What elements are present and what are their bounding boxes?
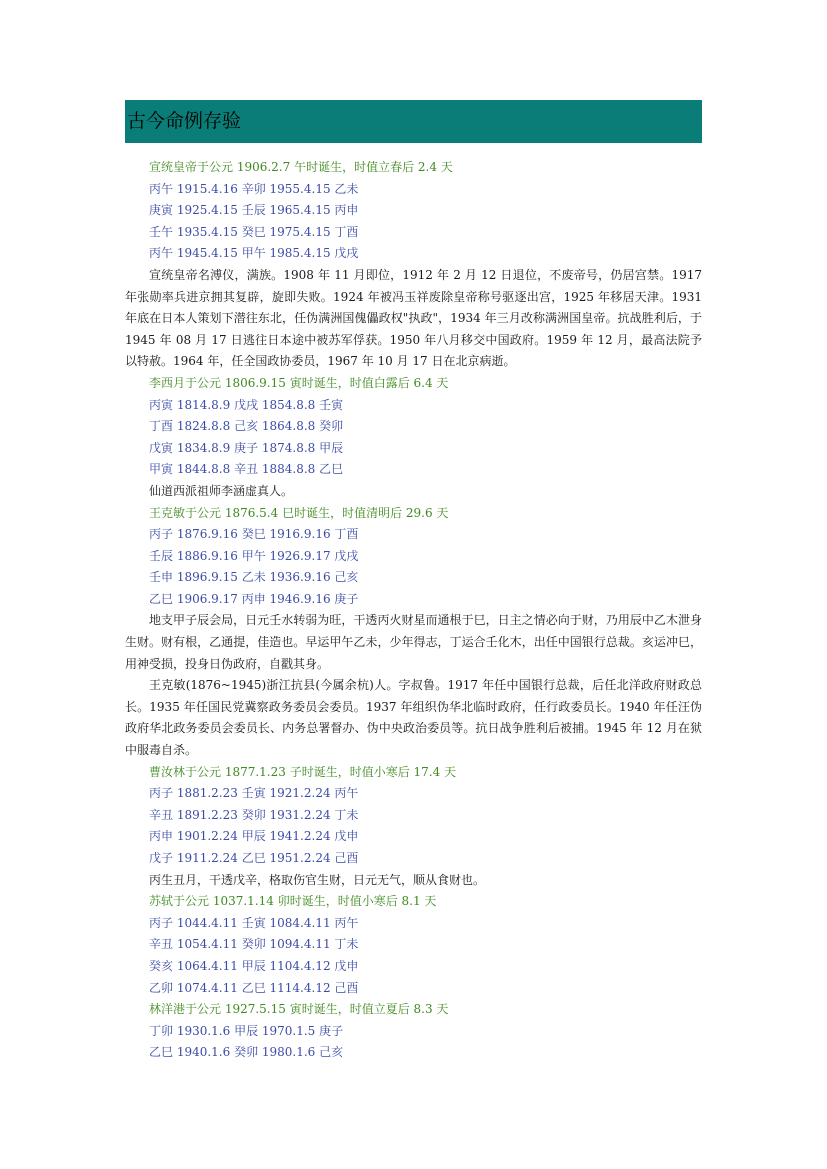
luck-line: 丁酉 1824.8.8 己亥 1864.8.8 癸卯 — [149, 419, 344, 434]
luck-line: 丙午 1915.4.16 辛卯 1955.4.15 乙未 — [149, 181, 359, 196]
birth-line: 苏轼于公元 1037.1.14 卯时诞生，时值小寒后 8.1 天 — [149, 894, 437, 909]
page-header — [125, 100, 702, 143]
luck-line: 丙申 1901.2.24 甲辰 1941.2.24 戊申 — [149, 829, 359, 844]
luck-line: 辛丑 1054.4.11 癸卯 1094.4.11 丁未 — [149, 937, 359, 952]
document-body — [125, 157, 702, 1064]
luck-line: 戊子 1911.2.24 乙巳 1951.2.24 己酉 — [149, 851, 359, 865]
luck-line: 丙子 1044.4.11 壬寅 1084.4.11 丙午 — [149, 915, 359, 930]
birth-line: 曹汝林于公元 1877.1.23 子时诞生，时值小寒后 17.4 天 — [149, 764, 457, 779]
luck-line: 壬午 1935.4.15 癸巳 1975.4.15 丁酉 — [149, 224, 359, 239]
luck-line: 癸亥 1064.4.11 甲辰 1104.4.12 戊申 — [149, 958, 359, 973]
birth-line: 李西月于公元 1806.9.15 寅时诞生，时值白露后 6.4 天 — [149, 375, 449, 390]
luck-line: 庚寅 1925.4.15 壬辰 1965.4.15 丙申 — [149, 203, 359, 218]
luck-line: 戊寅 1834.8.9 庚子 1874.8.8 甲辰 — [149, 440, 344, 455]
birth-line: 宣统皇帝于公元 1906.2.7 午时诞生，时值立春后 2.4 天 — [149, 160, 453, 174]
luck-line: 丁卯 1930.1.6 甲辰 1970.1.5 庚子 — [149, 1023, 344, 1038]
birth-line: 王克敏于公元 1876.5.4 巳时诞生，时值清明后 29.6 天 — [149, 505, 449, 520]
note-paragraph: 丙生丑月，干透戊辛，格取伤官生财，日元无气，顺从食财也。 — [149, 872, 486, 887]
luck-line: 丙寅 1814.8.9 戊戌 1854.8.8 壬寅 — [149, 397, 344, 412]
note-paragraph: 地支甲子辰会局，日元壬水转弱为旺，干透丙火财星而通根于巳，日主之情必向于财，乃用辰中乙木泄身生财。财有根，乙通提，佳造也。早运甲午乙未，少年得志，丁运合壬化木，出任中国银行总裁。亥运冲巳，用神受损，投身日伪政府，自戳其身。 — [125, 613, 702, 671]
note-paragraph: 宣统皇帝名溥仪，满族。1908 年 11 月即位，1912 年 2 月 12 日退位，不废帝号，仍居宫禁。1917 年张勋率兵进京拥其复辟，旋即失败。1924 年被冯玉祥废除皇帝称号驱逐出宫，1925 年移居天津。1931 年底在日本人策划下潜往东北，任伪满洲国傀儡政权"执政"，1934 年三月改称满洲国皇帝。抗战胜利后，于 1945 年 08 月 17 日逃往日本途中被苏军俘获。1950 年八月移交中国政府。1959 年 12 月，最高法院予以特赦。1964 年，任全国政协委员，1967 年 10 月 17 日在北京病逝。 — [125, 267, 702, 369]
luck-line: 丙午 1945.4.15 甲午 1985.4.15 戊戌 — [149, 246, 359, 261]
luck-line: 丙子 1876.9.16 癸巳 1916.9.16 丁酉 — [149, 527, 359, 542]
luck-line: 壬辰 1886.9.16 甲午 1926.9.17 戊戌 — [149, 548, 359, 563]
luck-line: 丙子 1881.2.23 壬寅 1921.2.24 丙午 — [149, 786, 359, 801]
page-title: 古今命例存验 — [127, 110, 242, 132]
luck-line: 乙巳 1940.1.6 癸卯 1980.1.6 己亥 — [149, 1045, 344, 1060]
birth-line: 林洋港于公元 1927.5.15 寅时诞生，时值立夏后 8.3 天 — [149, 1002, 449, 1017]
luck-line: 辛丑 1891.2.23 癸卯 1931.2.24 丁未 — [149, 807, 359, 822]
luck-line: 乙卯 1074.4.11 乙巳 1114.4.12 己酉 — [149, 980, 359, 995]
luck-line: 壬申 1896.9.15 乙未 1936.9.16 己亥 — [149, 570, 359, 585]
note-paragraph: 王克敏(1876~1945)浙江抗县(今属余杭)人。字叔鲁。1917 年任中国银行总裁，后任北洋政府财政总长。1935 年任国民党冀察政务委员会委员。1937 年组织伪华北临时政府，任行政委员长。1940 年任汪伪政府华北政务委员会委员长、内务总署督办、伪中央政治委员等。抗日战争胜利后被捕。1945 年 12 月在狱中服毒自杀。 — [125, 678, 702, 758]
luck-line: 甲寅 1844.8.8 辛丑 1884.8.8 乙巳 — [149, 462, 344, 477]
note-paragraph: 仙道西派祖师李涵虚真人。 — [149, 483, 294, 498]
luck-line: 乙巳 1906.9.17 丙申 1946.9.16 庚子 — [149, 591, 359, 606]
